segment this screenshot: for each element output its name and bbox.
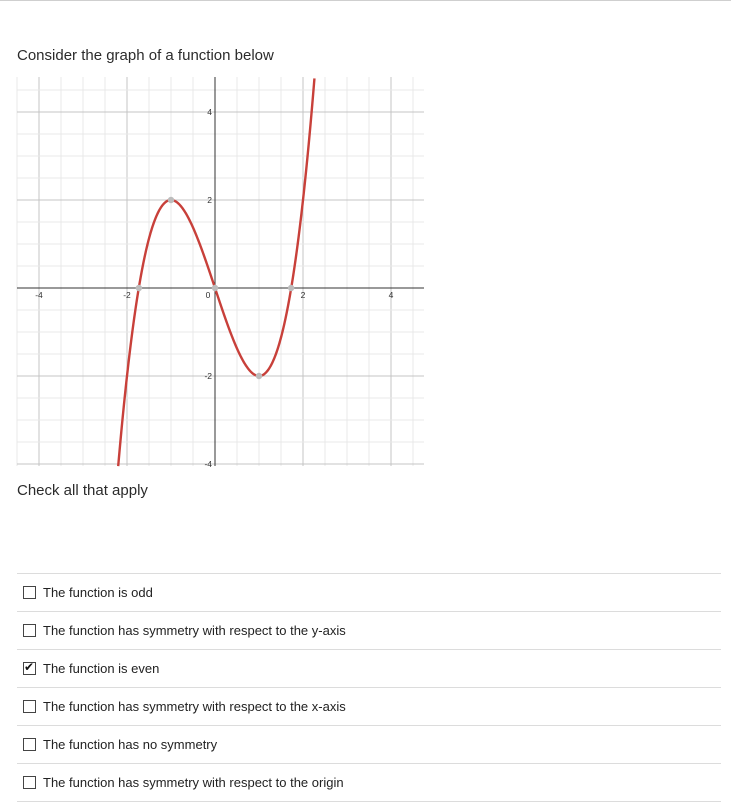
highlighted-point [168, 197, 174, 203]
answer-option[interactable] [17, 688, 721, 726]
y-tick-label: -4 [204, 459, 212, 469]
y-tick-label: -2 [204, 371, 212, 381]
x-tick-label: -4 [35, 290, 43, 300]
answer-option[interactable] [17, 764, 721, 802]
option-label: The function is odd [43, 585, 153, 600]
option-label: The function has symmetry with respect to the x-axis [43, 699, 346, 714]
option-label: The function has symmetry with respect to the y-axis [43, 623, 346, 638]
instructions-text: Check all that apply [17, 482, 148, 499]
option-checkbox[interactable] [23, 738, 36, 751]
option-label: The function has no symmetry [43, 737, 218, 752]
x-tick-label: 2 [300, 290, 306, 300]
x-tick-label: -2 [123, 290, 131, 300]
option-checkbox[interactable] [23, 624, 36, 637]
y-tick-label: 2 [207, 195, 212, 205]
graph-axes [17, 77, 424, 466]
option-label: The function is even [43, 661, 160, 676]
option-label: The function has symmetry with respect to the origin [43, 775, 344, 790]
x-tick-label: 4 [388, 290, 394, 300]
checkmark-icon: ✔ [24, 660, 35, 674]
option-checkbox[interactable] [23, 700, 36, 713]
option-checkbox[interactable] [23, 586, 36, 599]
option-checkbox[interactable] [23, 776, 36, 789]
answer-option[interactable] [17, 650, 721, 688]
answer-option[interactable] [17, 726, 721, 764]
answer-option[interactable] [17, 612, 721, 650]
highlighted-point [256, 373, 262, 379]
graph-grid [17, 77, 424, 466]
function-curve [118, 78, 314, 466]
x-tick-label: 0 [205, 290, 211, 300]
question-prompt: Consider the graph of a function below [17, 47, 274, 64]
option-checkbox[interactable] [23, 662, 36, 675]
answer-options [17, 573, 721, 802]
highlighted-point [136, 285, 142, 291]
curve-layer [118, 78, 314, 466]
highlighted-point [288, 285, 294, 291]
answer-option[interactable] [17, 574, 721, 612]
highlighted-point [212, 285, 218, 291]
y-tick-label: 4 [207, 107, 212, 117]
